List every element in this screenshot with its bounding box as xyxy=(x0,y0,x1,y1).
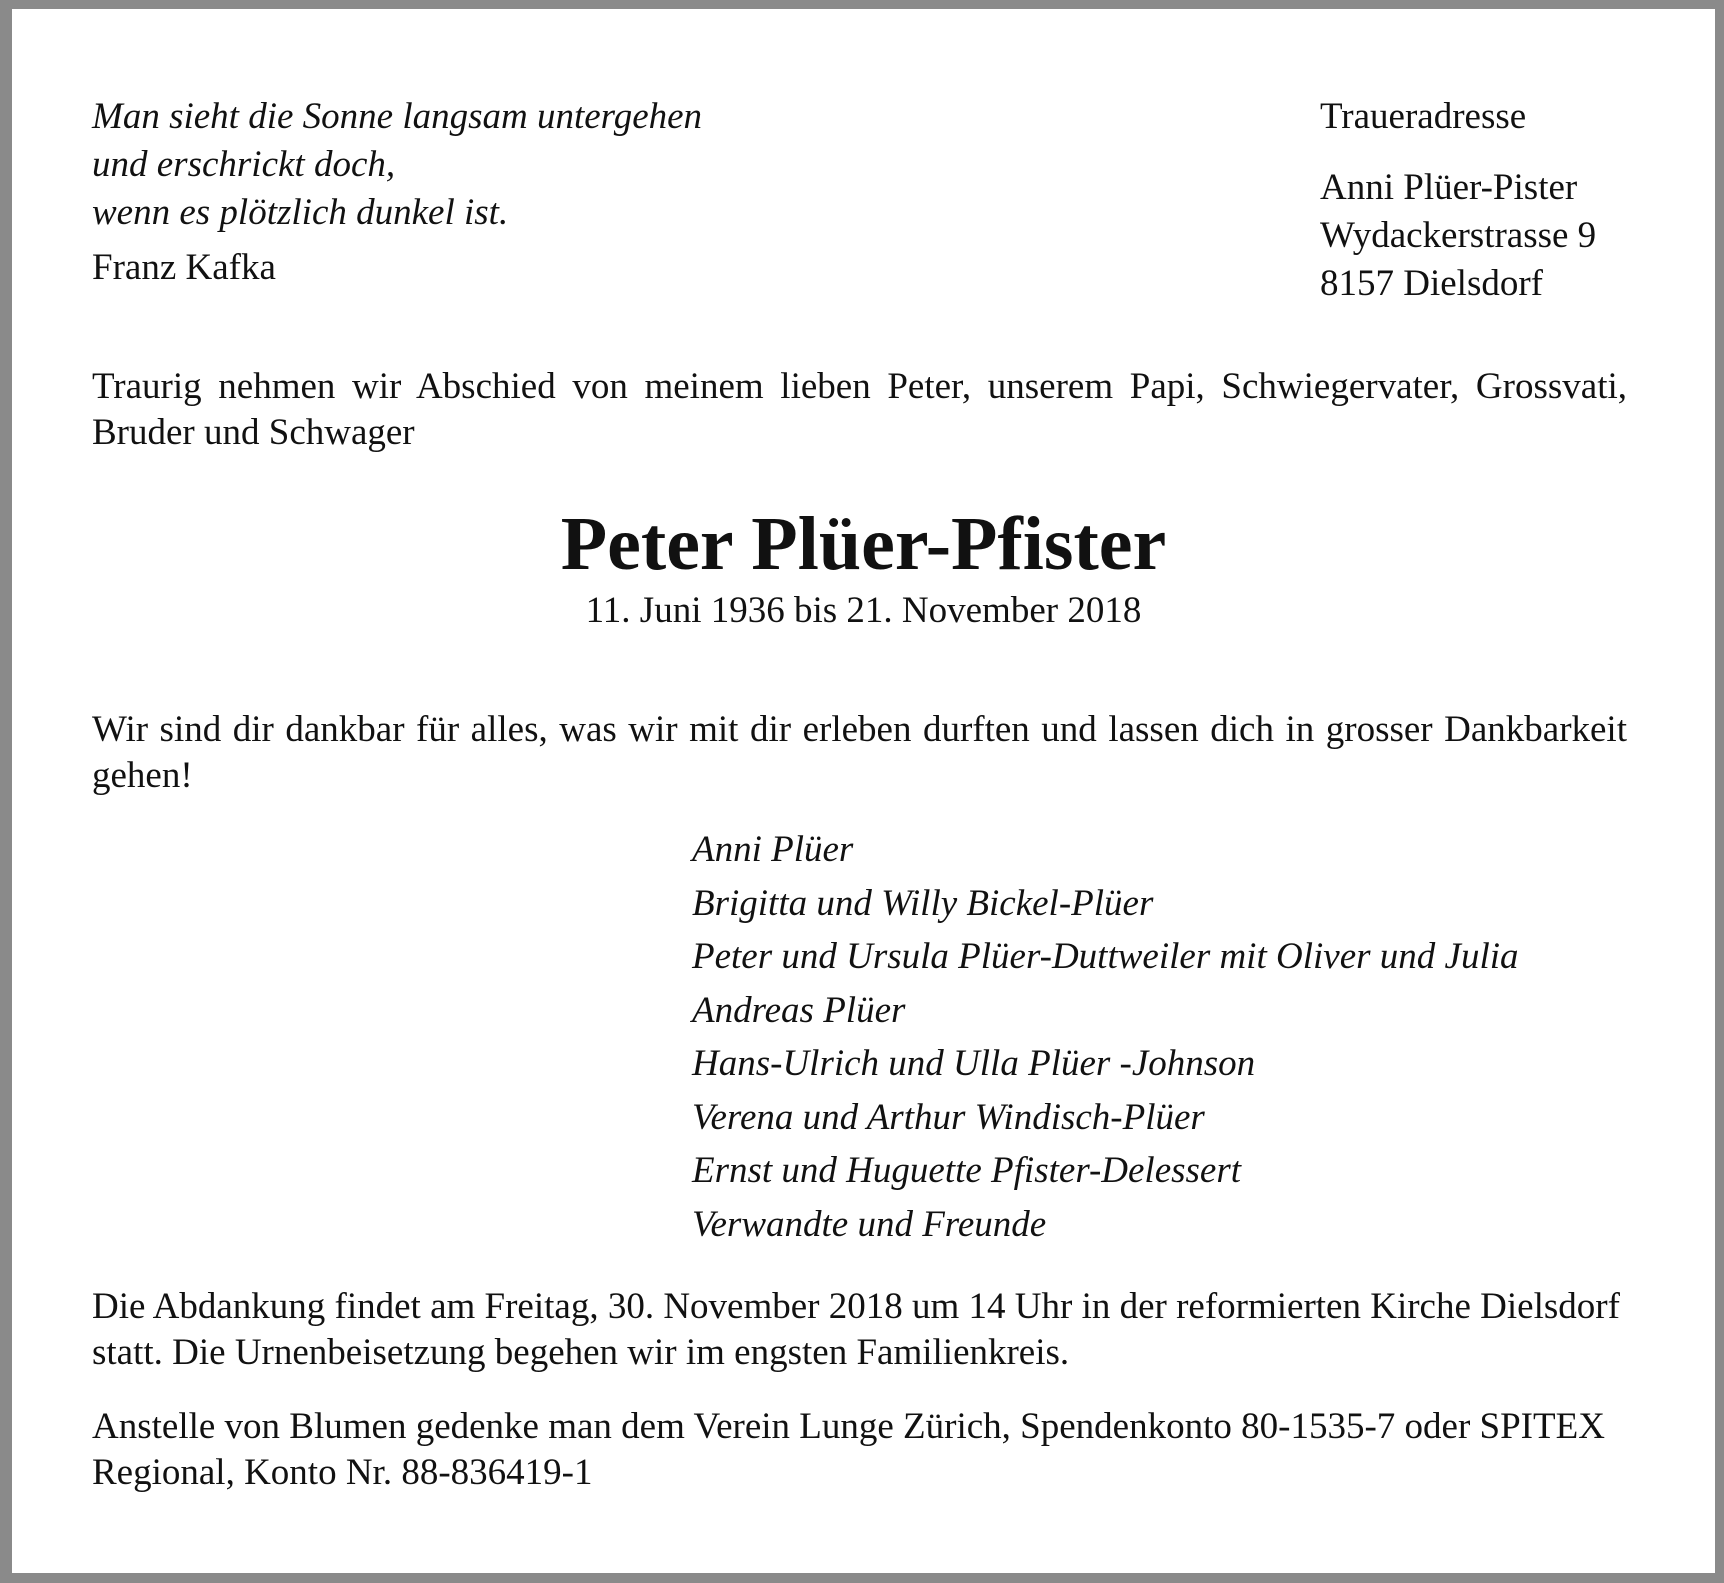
quote-line: und erschrickt doch, xyxy=(92,144,396,185)
deceased-name: Peter Plüer-Pfister xyxy=(560,502,1167,586)
kafka-quote xyxy=(92,93,702,237)
obituary-notice xyxy=(12,9,1715,1573)
quote-author: Franz Kafka xyxy=(92,247,276,288)
mourner-entry: Peter und Ursula Plüer-Duttweiler mit Oliver und Julia xyxy=(692,936,1519,977)
mourner-entry: Anni Plüer xyxy=(692,829,854,870)
address-line: 8157 Dielsdorf xyxy=(1320,263,1543,304)
mourner-entry: Andreas Plüer xyxy=(692,989,906,1031)
donation-paragraph: Anstelle von Blumen gedenke man dem Verein Lunge Zürich, Spendenkonto 80-1535-7 oder SPITEX Regional, Konto Nr. 88-836419-1 xyxy=(92,1406,1605,1493)
mourner-entry: Ernst und Huguette Pfister-Delessert xyxy=(692,1150,1242,1191)
address-line: Anni Plüer-Pister xyxy=(1320,167,1578,208)
thanks-paragraph: Wir sind dir dankbar für alles, was wir mit dir erleben durften und lassen dich in grosser Dankbarkeit gehen! xyxy=(92,709,1627,796)
quote-line: wenn es plötzlich dunkel ist. xyxy=(92,192,509,233)
life-dates: 11. Juni 1936 bis 21. November 2018 xyxy=(585,590,1142,631)
mourner-entry: Verena und Arthur Windisch-Plüer xyxy=(692,1096,1205,1138)
quote-line: Man sieht die Sonne langsam untergehen xyxy=(92,96,703,137)
mourner-entry: Hans-Ulrich und Ulla Plüer -Johnson xyxy=(692,1043,1256,1084)
mourning-address-heading: Traueradresse xyxy=(1320,96,1527,137)
mourners-list xyxy=(692,823,1519,1251)
mourning-address xyxy=(1320,164,1596,308)
intro-paragraph: Traurig nehmen wir Abschied von meinem lieben Peter, unserem Papi, Schwiegervater, Grossvati, Bruder und Schwager xyxy=(92,366,1627,453)
address-line: Wydackerstrasse 9 xyxy=(1320,215,1597,256)
service-paragraph: Die Abdankung findet am Freitag, 30. November 2018 um 14 Uhr in der reformierten Kirche Dielsdorf statt. Die Urnenbeisetzung begehen wir im engsten Familienkreis. xyxy=(92,1286,1620,1373)
mourner-entry: Brigitta und Willy Bickel-Plüer xyxy=(692,882,1154,924)
mourner-entry: Verwandte und Freunde xyxy=(692,1203,1047,1245)
